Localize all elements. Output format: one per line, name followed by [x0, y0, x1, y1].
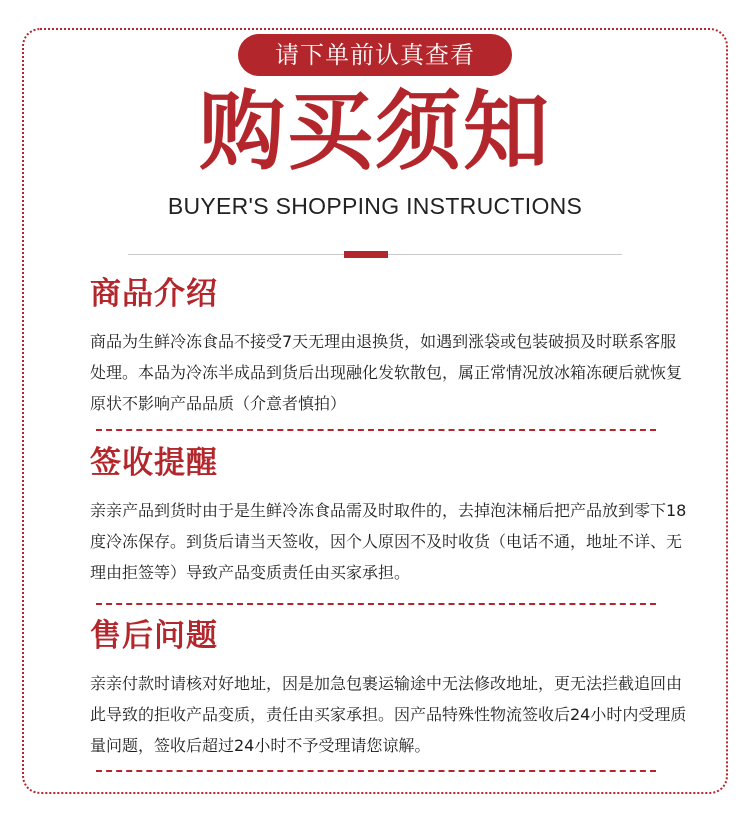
- section-body: 商品为生鲜冷冻食品不接受7天无理由退换货，如遇到涨袋或包装破损及时联系客服处理。本品为冷冻半成品到货后出现融化发软散包，属正常情况放冰箱冻硬后就恢复原状不影响产品品质（介意者慎拍）: [90, 332, 683, 413]
- section-heading: 签收提醒: [90, 445, 218, 481]
- section-receipt-reminder: [90, 441, 690, 588]
- section-divider: [96, 429, 656, 431]
- page-subtitle: BUYER'S SHOPPING INSTRUCTIONS: [167, 193, 583, 219]
- section-divider: [96, 603, 656, 605]
- section-heading: 售后问题: [90, 618, 218, 654]
- section-body: 亲亲产品到货时由于是生鲜冷冻食品需及时取件的，去掉泡沫桶后把产品放到零下18度冷冻保存。到货后请当天签收，因个人原因不及时收货（电话不通，地址不详、无理由拒签等）导致产品变质责任由买家承担。: [90, 501, 687, 582]
- title-divider-accent: [344, 251, 388, 258]
- section-after-sales: [90, 614, 690, 761]
- section-heading: 商品介绍: [90, 276, 218, 312]
- page-title: 购买须知: [199, 82, 551, 182]
- notice-banner: 请下单前认真查看: [238, 34, 512, 76]
- section-body: 亲亲付款时请核对好地址，因是加急包裹运输途中无法修改地址，更无法拦截追回由此导致的拒收产品变质，责任由买家承担。因产品特殊性物流签收后24小时内受理质量问题，签收后超过24小时不予受理请您谅解。: [90, 674, 687, 755]
- section-product-intro: [90, 272, 690, 419]
- section-divider: [96, 770, 656, 772]
